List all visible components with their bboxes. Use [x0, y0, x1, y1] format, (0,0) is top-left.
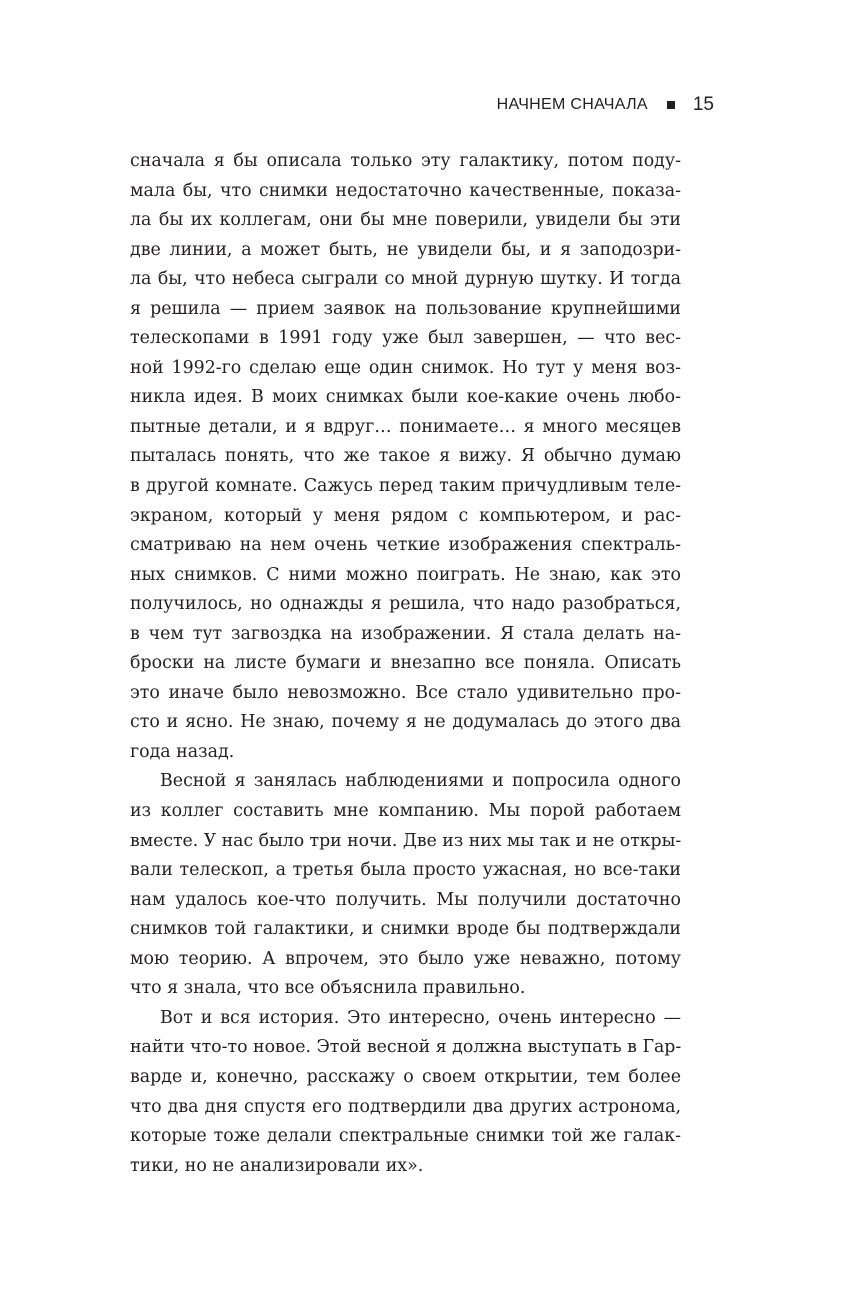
- text-line: в другой комнате. Сажусь перед таким причудливым теле-: [130, 476, 681, 497]
- text-line: что два дня спустя его подтвердили два других астронома,: [130, 1096, 681, 1117]
- text-line: пытные детали, и я вдруг… понимаете… я много месяцев: [130, 416, 681, 437]
- text-line: ла бы их коллегам, они бы мне поверили, увидели бы эти: [130, 210, 681, 231]
- text-line: экраном, который у меня рядом с компьютером, и рас-: [130, 505, 681, 526]
- text-line: нам удалось кое-что получить. Мы получили достаточно: [130, 889, 681, 910]
- text-line: ла бы, что небеса сыграли со мной дурную шутку. И тогда: [130, 269, 681, 290]
- text-line: которые тоже делали спектральные снимки той же галак-: [130, 1126, 681, 1147]
- text-line: телескопами в 1991 году уже был завершен, — что вес-: [130, 328, 681, 349]
- text-line: найти что-то новое. Этой весной я должна выступать в Гар-: [130, 1037, 682, 1058]
- text-line: тики, но не анализировали их».: [130, 1155, 424, 1176]
- square-separator-icon: [667, 101, 675, 109]
- text-line: две линии, а может быть, не увидели бы, и я заподозри-: [130, 239, 681, 260]
- text-line: ной 1992-го сделаю еще один снимок. Но тут у меня воз-: [130, 357, 681, 378]
- running-title: НАЧНЕМ СНАЧАЛА: [496, 96, 648, 113]
- text-line: года назад.: [130, 741, 235, 762]
- text-line: мою теорию. А впрочем, это было уже неважно, потому: [130, 948, 681, 969]
- text-line: сначала я бы описала только эту галактику, потом поду-: [130, 151, 681, 171]
- text-line: вместе. У нас было три ночи. Две из них мы так и не откры-: [130, 830, 682, 851]
- text-line: Весной я занялась наблюдениями и попросила одного: [160, 771, 681, 792]
- text-line: мала бы, что снимки недостаточно качественные, показа-: [130, 180, 681, 201]
- text-line: Вот и вся история. Это интересно, очень интересно —: [160, 1007, 681, 1028]
- text-line: в чем тут загвоздка на изображении. Я стала делать на-: [130, 623, 681, 644]
- text-line: из коллег составить мне компанию. Мы порой работаем: [130, 801, 681, 822]
- text-line: пыталась понять, что же такое я вижу. Я обычно думаю: [130, 446, 681, 467]
- text-line: это иначе было невозможно. Все стало удивительно про-: [130, 682, 681, 703]
- running-head: [497, 94, 714, 116]
- text-line: что я знала, что все объяснила правильно.: [130, 978, 526, 999]
- body-text: [130, 147, 681, 1181]
- text-line: сматриваю на нем очень четкие изображения спектраль-: [130, 535, 681, 556]
- text-line: броски на листе бумаги и внезапно все поняла. Описать: [130, 653, 681, 674]
- text-line: никла идея. В моих снимках были кое-какие очень любо-: [130, 387, 681, 408]
- text-line: ных снимков. С ними можно поиграть. Не знаю, как это: [130, 564, 681, 585]
- text-line: варде и, конечно, расскажу о своем открытии, тем более: [130, 1066, 681, 1087]
- text-line: снимков той галактики, и снимки вроде бы подтверждали: [130, 919, 681, 940]
- text-line: сто и ясно. Не знаю, почему я не додумалась до этого два: [130, 712, 681, 733]
- text-line: получилось, но однажды я решила, что надо разобраться,: [130, 594, 681, 615]
- page-number: 15: [692, 94, 714, 115]
- text-line: вали телескоп, а третья была просто ужасная, но все-таки: [130, 860, 681, 881]
- text-line: я решила — прием заявок на пользование крупнейшими: [130, 298, 681, 319]
